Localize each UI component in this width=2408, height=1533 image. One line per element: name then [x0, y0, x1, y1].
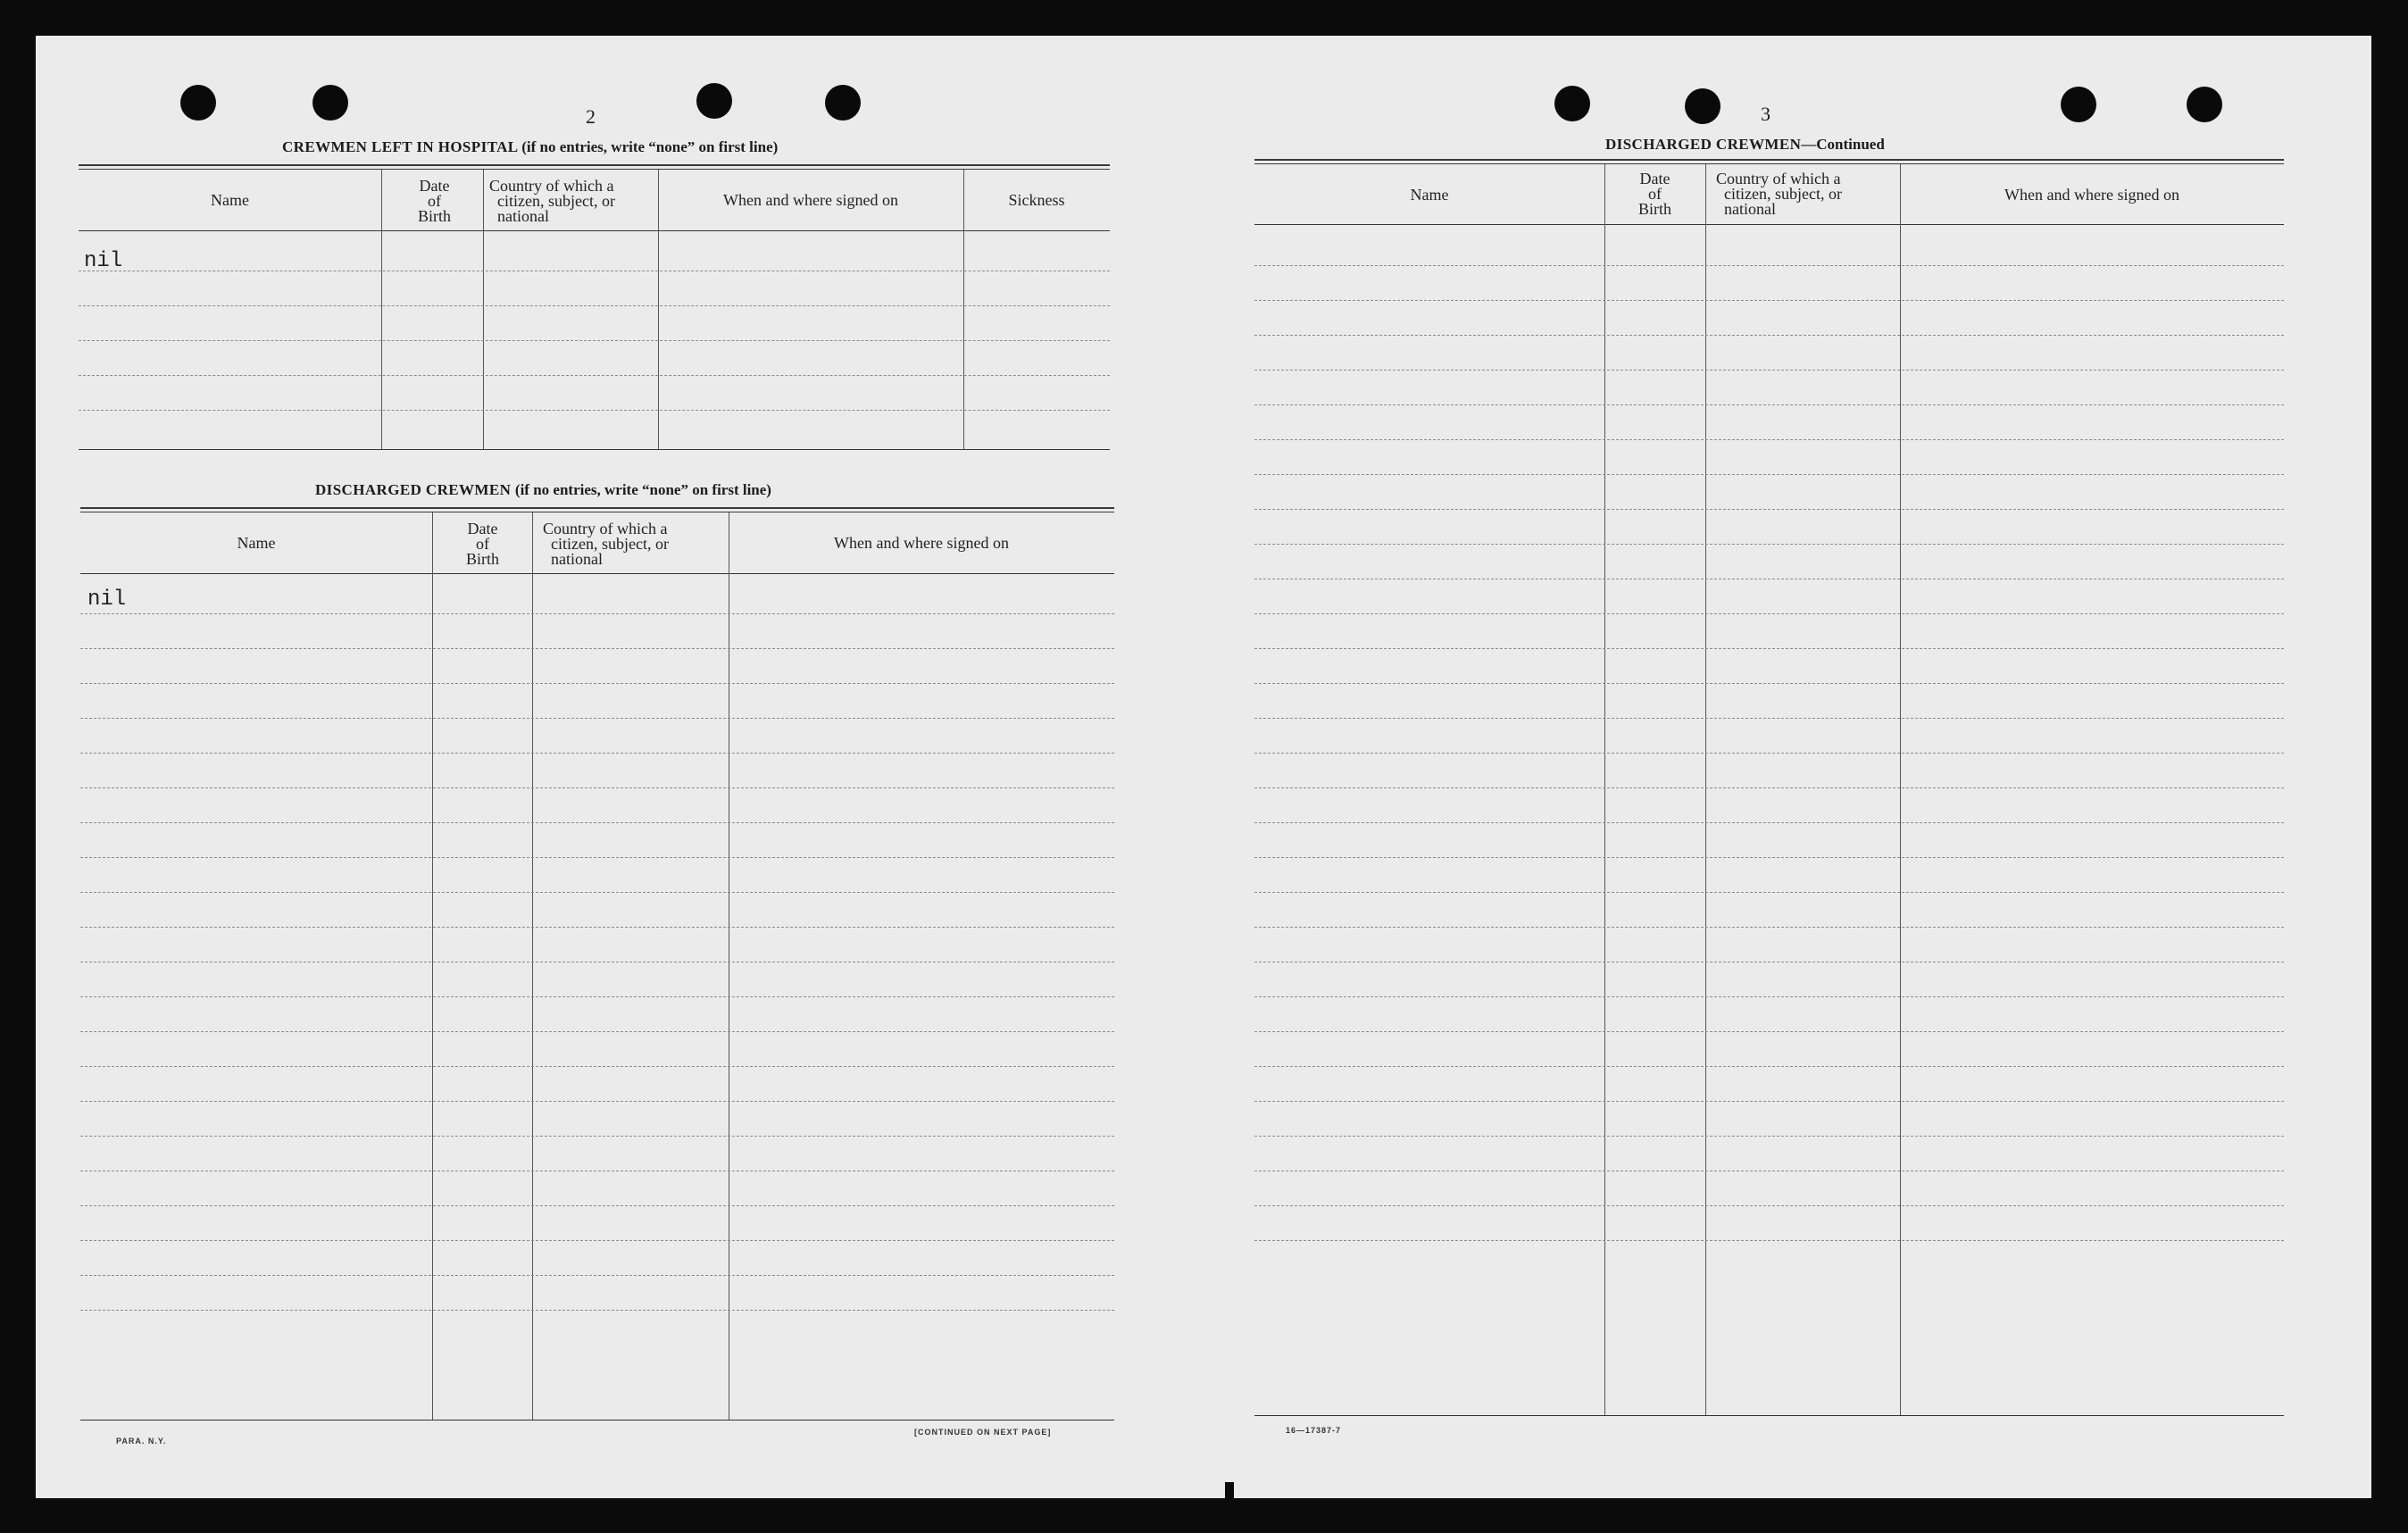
entry-line — [1254, 927, 2284, 928]
discharged-title-text: DISCHARGED CREWMEN — [315, 481, 512, 498]
entry-line — [1254, 1205, 2284, 1206]
entry-line — [80, 927, 1114, 928]
continued-title-text: DISCHARGED CREWMEN — [1605, 136, 1802, 153]
discharged-title-note: (if no entries, write “none” on first line) — [514, 481, 771, 498]
table-top-rule — [80, 507, 1114, 509]
table-bottom-rule — [79, 449, 1110, 450]
punch-hole — [1685, 88, 1721, 124]
column-divider — [381, 170, 382, 449]
punch-hole — [180, 85, 216, 121]
column-header-signed-on: When and where signed on — [723, 191, 898, 209]
discharged-entry: nil — [87, 587, 127, 612]
entry-line — [80, 1136, 1114, 1137]
entry-line — [1254, 404, 2284, 405]
column-divider — [963, 170, 964, 449]
entry-line — [80, 683, 1114, 684]
column-header-signed-on: When and where signed on — [2004, 186, 2179, 204]
entry-line — [79, 340, 1110, 341]
printer-mark: PARA. N.Y. — [116, 1437, 167, 1446]
column-header-name: Name — [1410, 186, 1449, 204]
header-rule — [80, 573, 1114, 574]
entry-line — [1254, 439, 2284, 440]
column-header-sickness: Sickness — [1008, 191, 1065, 209]
entry-line — [1254, 1031, 2284, 1032]
discharged-continued-table — [1254, 159, 2284, 1420]
entry-line — [1254, 857, 2284, 858]
table-bottom-rule — [80, 1420, 1114, 1421]
entry-line — [80, 787, 1114, 788]
hospital-title-text: CREWMEN LEFT IN HOSPITAL — [282, 138, 518, 155]
header-rule — [1254, 224, 2284, 225]
entry-line — [80, 613, 1114, 614]
entry-line — [1254, 787, 2284, 788]
entry-line — [1254, 892, 2284, 893]
entry-line — [1254, 718, 2284, 719]
entry-line — [80, 1031, 1114, 1032]
page-fold — [1225, 1482, 1234, 1502]
column-divider — [1900, 164, 1901, 1415]
entry-line — [80, 718, 1114, 719]
punch-hole — [2061, 87, 2096, 122]
entry-line — [80, 1275, 1114, 1276]
punch-hole — [1554, 86, 1590, 121]
entry-line — [80, 1066, 1114, 1067]
entry-line — [1254, 300, 2284, 301]
entry-line — [1254, 370, 2284, 371]
column-header-country: Country of which a citizen, subject, or national — [1716, 170, 1842, 218]
entry-line — [80, 892, 1114, 893]
column-header-date-of-birth: Date of Birth — [1637, 170, 1671, 218]
entry-line — [1254, 683, 2284, 684]
table-top-rule — [79, 164, 1110, 166]
column-header-country: Country of which a citizen, subject, or national — [489, 177, 615, 225]
page-number-left: 2 — [586, 105, 596, 128]
punch-hole — [312, 85, 348, 121]
entry-line — [1254, 1240, 2284, 1241]
entry-line — [1254, 335, 2284, 336]
entry-line — [1254, 648, 2284, 649]
entry-line — [80, 996, 1114, 997]
entry-line — [1254, 1136, 2284, 1137]
entry-line — [79, 410, 1110, 411]
column-header-date-of-birth: Date of Birth — [465, 520, 499, 568]
column-divider — [483, 170, 484, 449]
entry-line — [80, 857, 1114, 858]
entry-line — [80, 1240, 1114, 1241]
discharged-section-title — [315, 481, 771, 499]
column-header-country: Country of which a citizen, subject, or national — [543, 520, 669, 568]
entry-line — [80, 822, 1114, 823]
punch-hole — [696, 83, 732, 119]
entry-line — [1254, 822, 2284, 823]
hospital-entry: nil — [84, 249, 123, 273]
column-header-signed-on: When and where signed on — [834, 534, 1009, 552]
hospital-section-title — [282, 138, 778, 156]
hospital-table — [79, 164, 1110, 454]
entry-line — [80, 1205, 1114, 1206]
entry-line — [1254, 265, 2284, 266]
table-top-rule — [1254, 159, 2284, 161]
continued-note: [CONTINUED ON NEXT PAGE] — [914, 1428, 1052, 1437]
entry-line — [79, 375, 1110, 376]
punch-hole — [2187, 87, 2222, 122]
entry-line — [80, 1310, 1114, 1311]
table-bottom-rule — [1254, 1415, 2284, 1416]
entry-line — [1254, 753, 2284, 754]
entry-line — [1254, 474, 2284, 475]
column-header-date-of-birth: Date of Birth — [417, 177, 451, 225]
entry-line — [80, 648, 1114, 649]
punch-hole — [825, 85, 861, 121]
column-divider — [1604, 164, 1605, 1415]
column-header-name: Name — [237, 534, 276, 552]
entry-line — [1254, 1101, 2284, 1102]
column-divider — [658, 170, 659, 449]
entry-line — [1254, 509, 2284, 510]
header-rule — [79, 230, 1110, 231]
entry-line — [1254, 544, 2284, 545]
table-top-rule — [1254, 163, 2284, 164]
column-header-name: Name — [211, 191, 249, 209]
entry-line — [79, 305, 1110, 306]
entry-line — [1254, 996, 2284, 997]
continued-title-suffix: —Continued — [1801, 136, 1885, 153]
entry-line — [1254, 613, 2284, 614]
entry-line — [80, 753, 1114, 754]
discharged-continued-title — [1605, 136, 1885, 154]
column-divider — [1705, 164, 1706, 1415]
hospital-title-note: (if no entries, write “none” on first line) — [521, 138, 779, 155]
entry-line — [80, 1101, 1114, 1102]
entry-line — [1254, 1066, 2284, 1067]
form-number: 16—17387-7 — [1286, 1426, 1342, 1435]
table-top-rule — [79, 169, 1110, 170]
discharged-table — [80, 507, 1114, 1424]
page-number-right: 3 — [1761, 103, 1771, 125]
